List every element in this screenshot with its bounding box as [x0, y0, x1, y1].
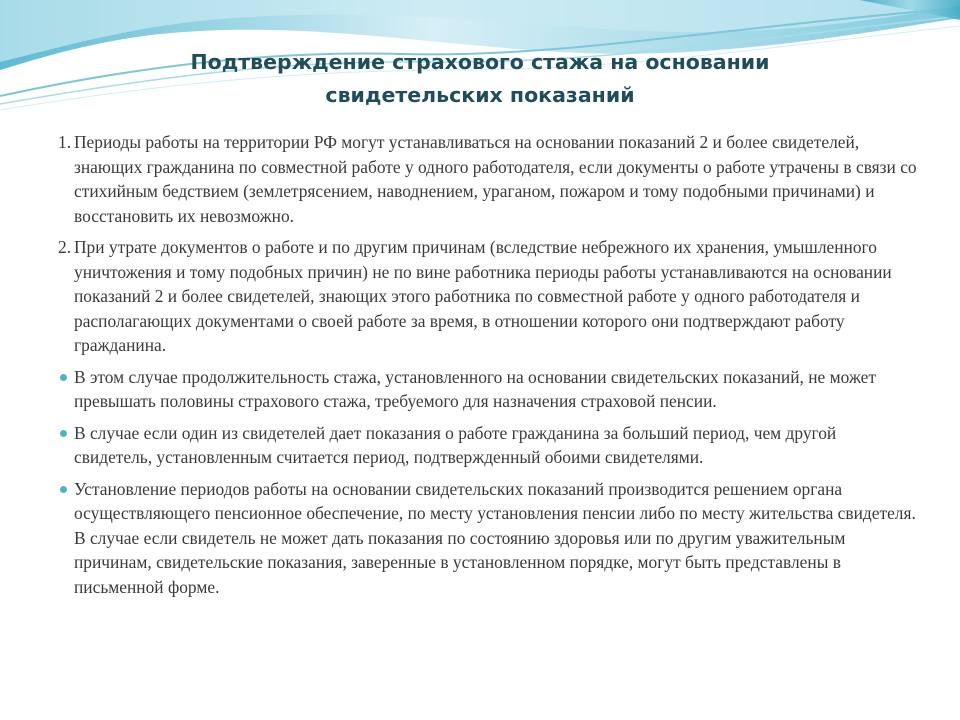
- slide-body: [58, 130, 918, 606]
- bullet-dot-icon: [60, 486, 67, 493]
- bullet-item-3: [58, 477, 918, 600]
- numbered-item-1: [58, 130, 918, 228]
- item-text: В случае если один из свидетелей дает показания о работе гражданина за больший период, чем другой свидетель, установленным считается период, подтвержденный обоими свидетелями.: [74, 422, 837, 467]
- title-line-2: свидетельских показаний: [325, 83, 635, 107]
- item-text: При утрате документов о работе и по другим причинам (вследствие небрежного их хранения, умышленного уничтожения и тому подобных причин) не по вине работника периоды работы устанавливаются на основании показаний 2 и более свидетелей, знающих этого работника по совместной работе у одного работодателя и располагающих документами о своей работе за время, в отношении которого они подтверждают работу гражданина.: [74, 237, 892, 355]
- bullet-dot-icon: [60, 374, 67, 381]
- item-number: 1.: [58, 132, 72, 152]
- item-text: Установление периодов работы на основании свидетельских показаний производится решением органа осуществляющего пенсионное обеспечение, по месту установления пенсии либо по месту жительства свидетеля. В случае если свидетель не может дать показания по состоянию здоровья или по другим уважительным причинам, свидетельские показания, заверенные в установленном порядке, могут быть представлены в письменной форме.: [74, 478, 916, 597]
- item-text: В этом случае продолжительность стажа, установленного на основании свидетельских показаний, не может превышать половины страхового стажа, требуемого для назначения страховой пенсии.: [74, 366, 876, 411]
- bullet-dot-icon: [60, 430, 67, 437]
- item-text: Периоды работы на территории РФ могут устанавливаться на основании показаний 2 и более свидетелей, знающих гражданина по совместной работе у одного работодателя, если документы о работе утрачены в связи со стихийным бедствием (землетрясением, наводнением, ураганом, пожаром и тому подобными причинами) и восстановить их невозможно.: [74, 132, 917, 226]
- item-number: 2.: [58, 237, 72, 257]
- title-line-1: Подтверждение страхового стажа на основании: [190, 50, 770, 74]
- slide-title: [120, 46, 840, 112]
- bullet-item-1: [58, 365, 918, 414]
- numbered-item-2: [58, 235, 918, 358]
- bullet-item-2: [58, 421, 918, 470]
